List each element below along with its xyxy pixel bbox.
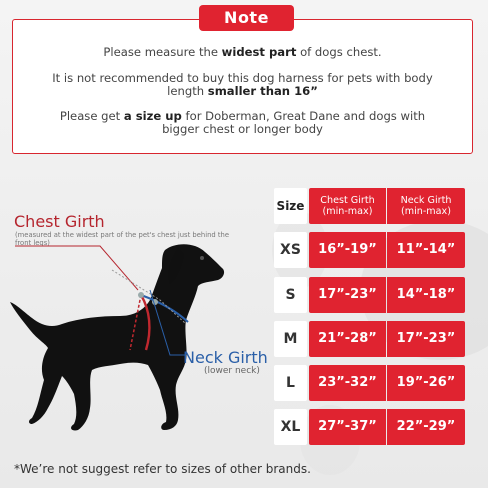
footnote: *We’re not suggest refer to sizes of other brands.	[14, 462, 311, 476]
table-row	[274, 409, 465, 445]
note-line-3a-pre: Please get	[59, 109, 124, 123]
chest-value-cell: 21”-28”	[309, 321, 386, 357]
table-row	[274, 232, 465, 268]
neck-value-cell: 19”-26”	[387, 365, 465, 401]
chest-girth-subtitle: (measured at the widest part of the pet's chest just behind the front legs)	[15, 231, 230, 247]
size-column-header: Size	[274, 188, 307, 224]
chest-value-cell: 27”-37”	[309, 409, 386, 445]
note-line-3a-bold: a size up	[123, 109, 182, 123]
note-line-1-post: of dogs chest.	[296, 45, 382, 59]
neck-girth-title: Neck Girth	[183, 348, 268, 367]
chest-value-cell: 17”-23”	[309, 277, 386, 313]
neck-value-cell: 17”-23”	[387, 321, 465, 357]
note-line-2a: It is not recommended to buy this dog harness for pets with body	[52, 71, 433, 85]
note-line-2b-pre: length	[167, 84, 208, 98]
neck-girth-column-header	[387, 188, 465, 224]
table-row	[274, 321, 465, 357]
table-row	[274, 277, 465, 313]
chest-girth-title: Chest Girth	[14, 212, 105, 231]
note-line-3a-post: for Doberman, Great Dane and dogs with	[181, 109, 426, 123]
chest-value-cell: 23”-32”	[309, 365, 386, 401]
note-tab: Note	[199, 5, 294, 31]
chest-header-line-2: (min-max)	[322, 206, 373, 217]
neck-value-cell: 11”-14”	[387, 232, 465, 268]
note-line-1-pre: Please measure the	[103, 45, 222, 59]
table-row	[274, 365, 465, 401]
size-cell: L	[274, 365, 307, 401]
size-cell: XL	[274, 409, 307, 445]
neck-value-cell: 14”-18”	[387, 277, 465, 313]
neck-girth-subtitle: (lower neck)	[204, 366, 260, 376]
size-cell: M	[274, 321, 307, 357]
note-line-1-bold: widest part	[221, 45, 297, 59]
note-line-2b-bold: smaller than 16”	[207, 84, 318, 98]
chest-value-cell: 16”-19”	[309, 232, 386, 268]
size-cell: S	[274, 277, 307, 313]
neck-header-line-2: (min-max)	[401, 206, 451, 217]
note-line-3b: bigger chest or longer body	[162, 122, 323, 136]
neck-header-line-1: Neck Girth	[400, 195, 452, 206]
chest-header-line-1: Chest Girth	[320, 195, 375, 206]
chest-girth-column-header	[309, 188, 386, 224]
size-cell: XS	[274, 232, 307, 268]
neck-value-cell: 22”-29”	[387, 409, 465, 445]
